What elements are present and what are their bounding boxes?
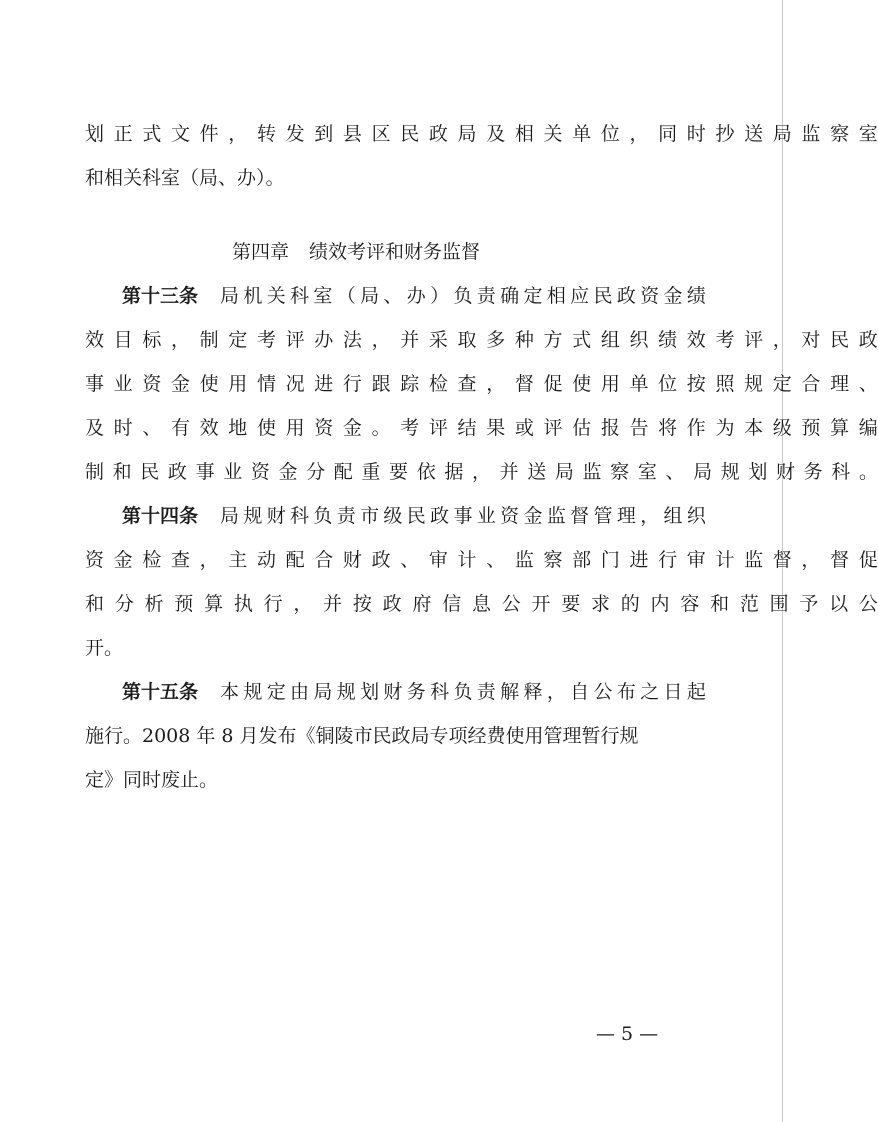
body-text-line: 效 目 标 ， 制 定 考 评 办 法 ， 并 采 取 多 种 方 式 组 织 绩 效 考 评 ， 对 民 政 [85, 329, 878, 351]
article-15-first-line [122, 680, 706, 704]
article-13-text: 局 机 关 科 室 （ 局 、 办 ） 负 责 确 定 相 应 民 政 资 金 绩 [220, 285, 706, 307]
body-text-line: 资 金 检 查 ， 主 动 配 合 财 政 、 审 计 、 监 察 部 门 进 行 审 计 监 督 ， 督 促 [85, 549, 878, 571]
article-14-heading: 第十四条 [122, 505, 199, 527]
article-14-first-line [122, 504, 706, 528]
article-15-heading: 第十五条 [122, 681, 199, 703]
body-text-line: 制 和 民 政 事 业 资 金 分 配 重 要 依 据 ， 并 送 局 监 察 室 、 局 规 划 财 务 科 。 [85, 461, 878, 483]
article-13-heading: 第十三条 [122, 285, 199, 307]
body-text-line: 及 时 、 有 效 地 使 用 资 金 。 考 评 结 果 或 评 估 报 告 将 作 为 本 级 预 算 编 [85, 417, 878, 439]
body-text-line: 定》同时废止。 [85, 769, 219, 791]
article-15-text: 本 规 定 由 局 规 划 财 务 科 负 责 解 释 ， 自 公 布 之 日 起 [220, 681, 706, 703]
article-14-text: 局 规 财 科 负 责 市 级 民 政 事 业 资 金 监 督 管 理 ， 组 织 [220, 505, 706, 527]
body-text-line: 和 分 析 预 算 执 行 ， 并 按 政 府 信 息 公 开 要 求 的 内 容 和 范 围 予 以 公 [85, 593, 878, 615]
body-text-line: 划 正 式 文 件 ， 转 发 到 县 区 民 政 局 及 相 关 单 位 ， 同 时 抄 送 局 监 察 室 [85, 123, 878, 145]
page-number: — 5 — [596, 1023, 659, 1045]
body-text-line: 施行。2008 年 8 月发布《铜陵市民政局专项经费使用管理暂行规 [85, 725, 639, 747]
chapter-title: 绩效考评和财务监督 [309, 241, 481, 263]
article-13-first-line [122, 284, 706, 308]
chapter-number: 第四章 [232, 241, 290, 263]
chapter-heading [232, 240, 480, 264]
body-text-line: 和相关科室（局、办）。 [85, 167, 285, 189]
body-text-line: 开。 [85, 637, 124, 659]
body-text-line: 事 业 资 金 使 用 情 况 进 行 跟 踪 检 查 ， 督 促 使 用 单 位 按 照 规 定 合 理 、 [85, 373, 878, 395]
